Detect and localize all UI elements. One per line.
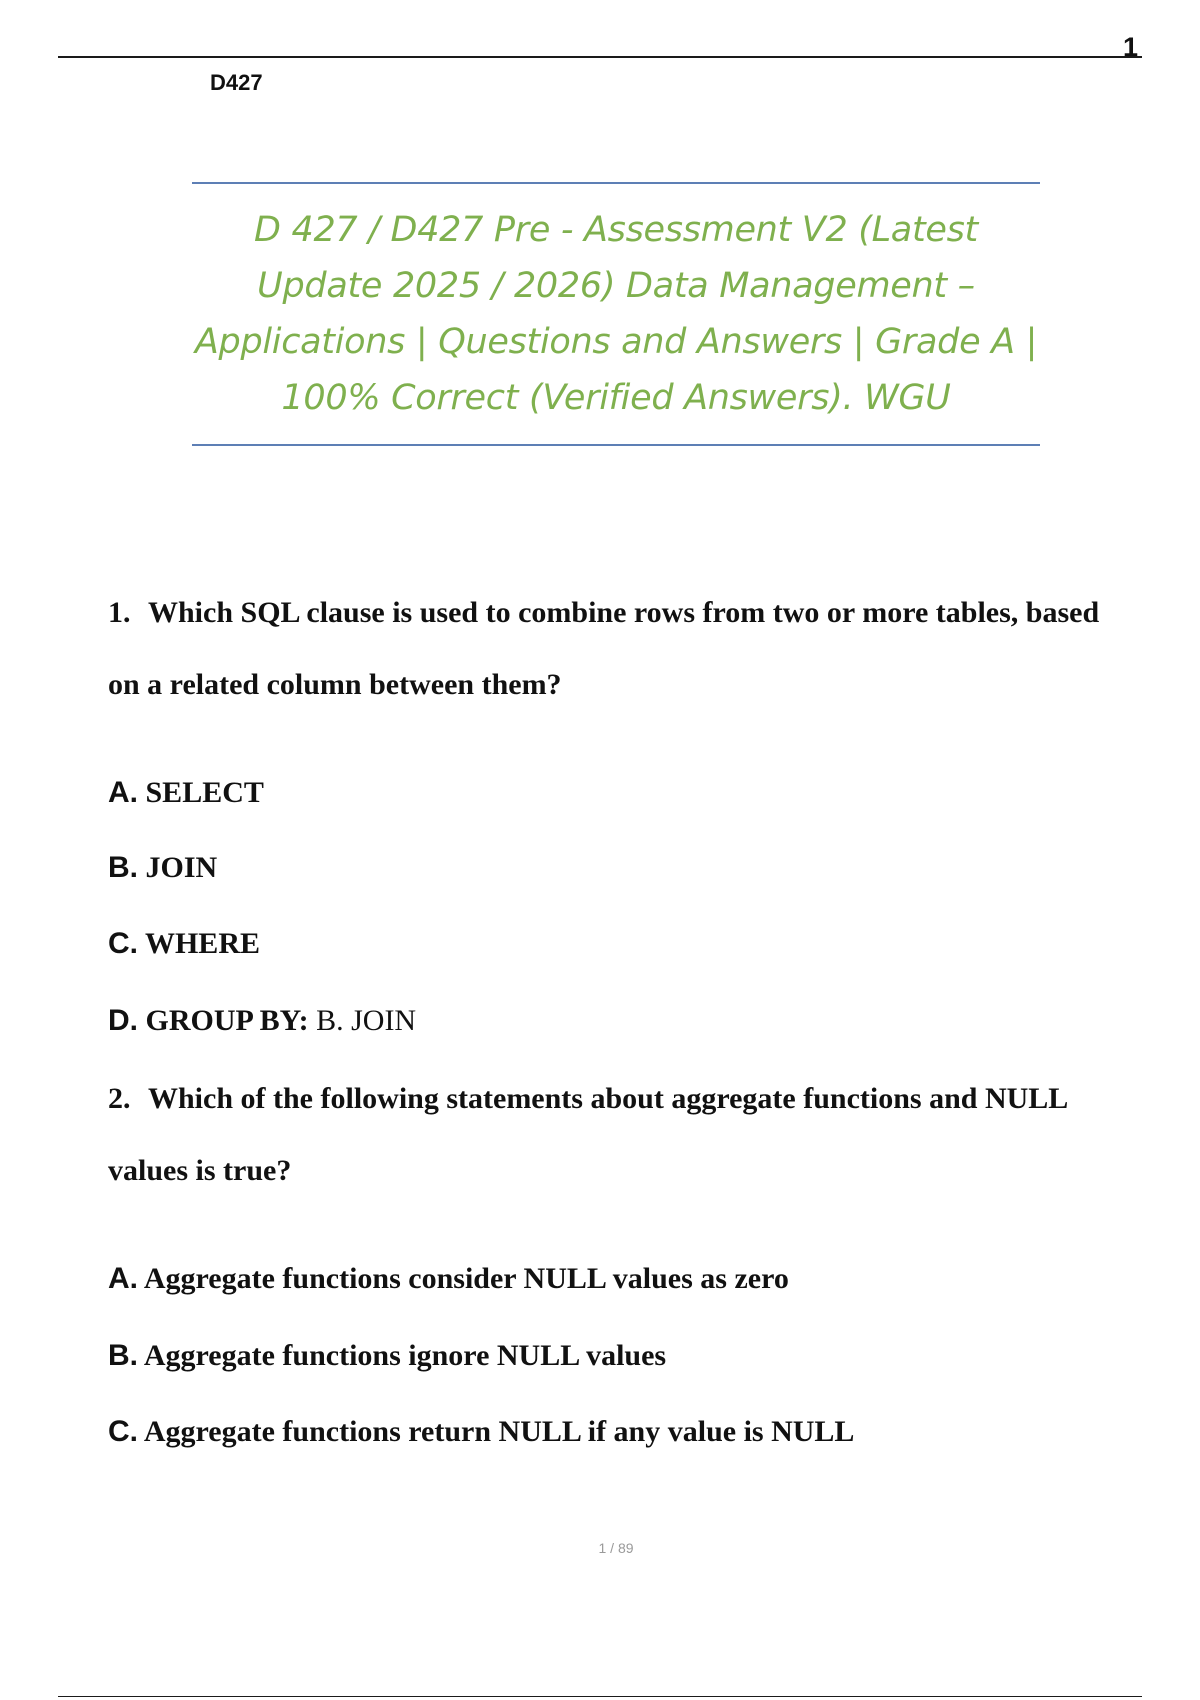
option-letter: B. (108, 1339, 138, 1372)
question-1-option-c (108, 926, 260, 962)
question-2-option-b (108, 1338, 666, 1374)
page-indicator: 1 / 89 (598, 1540, 634, 1556)
option-text: Aggregate functions return NULL if any value is NULL (143, 1415, 855, 1448)
page-number: 1 (1122, 32, 1138, 62)
question-2-option-a (108, 1261, 789, 1297)
question-1-stem (108, 577, 1118, 721)
option-letter: C. (108, 927, 138, 960)
question-1-option-d (108, 1003, 416, 1039)
option-letter: B. (108, 851, 138, 884)
question-1-text: Which SQL clause is used to combine rows from two or more tables, based on a related column between them? (108, 596, 1100, 701)
option-text: JOIN (145, 851, 218, 884)
question-2-text: Which of the following statements about aggregate functions and NULL values is true? (108, 1082, 1067, 1187)
document-title: D 427 / D427 Pre - Assessment V2 (Latest Update 2025 / 2026) Data Management – Applications | Questions and Answers | Grade A | 100% Correct (Verified Answers). WGU (194, 210, 1038, 418)
option-text: SELECT (145, 776, 264, 809)
question-2 (108, 1063, 1118, 1207)
question-1 (108, 577, 1118, 721)
option-letter: A. (108, 1262, 138, 1295)
question-2-number: 2. (108, 1082, 131, 1115)
option-text: WHERE (144, 927, 260, 960)
question-2-option-c (108, 1414, 854, 1450)
option-text: Aggregate functions consider NULL values as zero (143, 1262, 789, 1295)
answer-key: B. JOIN (316, 1004, 417, 1037)
option-text: GROUP BY: (145, 1004, 309, 1037)
option-letter: C. (108, 1415, 138, 1448)
title-box (192, 182, 1040, 446)
header-rule (58, 56, 1142, 58)
question-1-option-b (108, 850, 217, 886)
option-letter: A. (108, 776, 138, 809)
course-code: D427 (210, 70, 263, 95)
question-1-number: 1. (108, 596, 131, 629)
footer-rule (58, 1696, 1142, 1697)
question-2-stem (108, 1063, 1118, 1207)
option-text: Aggregate functions ignore NULL values (143, 1339, 667, 1372)
option-letter: D. (108, 1004, 138, 1037)
question-1-option-a (108, 775, 264, 811)
